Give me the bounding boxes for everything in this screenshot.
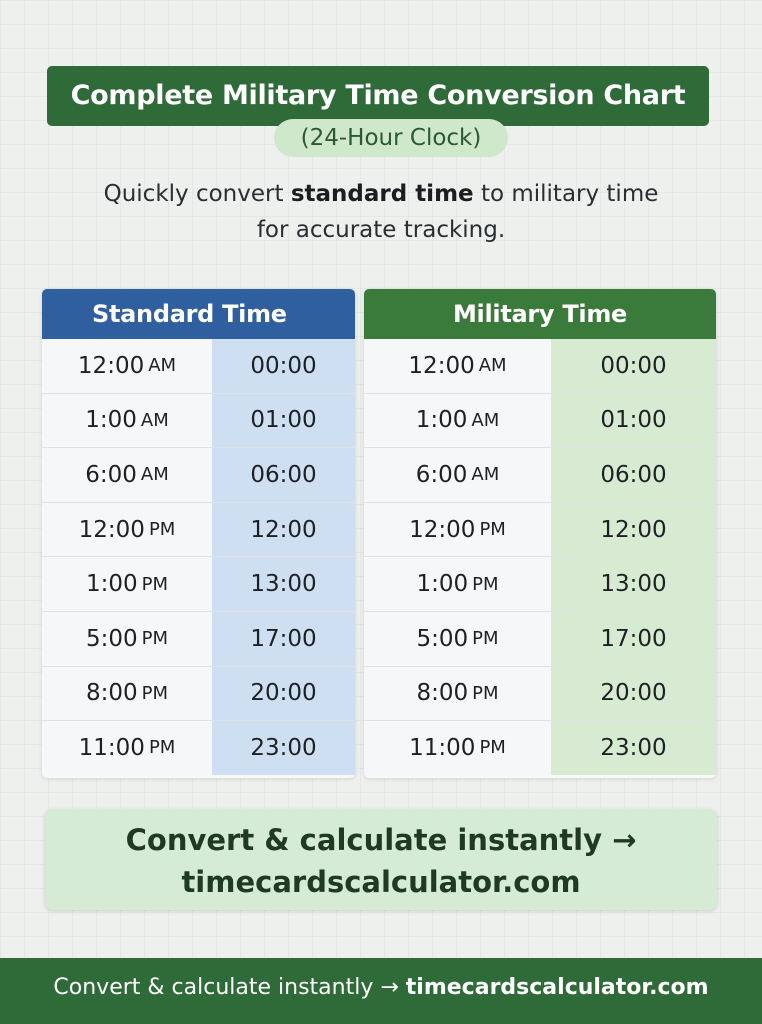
table-row [364,394,716,449]
page-title: Complete Military Time Conversion Chart [47,66,709,126]
subtitle-pill: (24-Hour Clock) [274,119,508,157]
time-value: 8:00 [416,680,469,707]
period-label: PM [141,682,169,704]
standard-time-cell [364,612,551,666]
standard-time-rows [42,339,355,775]
military-time-cell: 06:00 [212,448,355,502]
table-row [42,667,355,722]
time-value: 1:00 [415,407,468,434]
military-time-cell: 20:00 [212,667,355,721]
cta-card[interactable] [45,809,717,910]
military-time-cell: 13:00 [212,557,355,611]
intro-text [40,176,722,248]
period-label: PM [472,573,499,595]
intro-after: to military time [473,181,659,207]
time-value: 8:00 [85,680,138,707]
period-label: PM [141,573,169,595]
period-label: AM [140,464,169,486]
time-value: 11:00 [78,734,145,761]
period-label: AM [478,355,507,377]
time-value: 11:00 [409,734,476,761]
cta-line-1: Convert & calculate instantly → [125,823,637,857]
time-value: 1:00 [85,407,137,434]
table-row [42,394,355,449]
table-row [364,339,716,394]
table-row [42,721,355,775]
military-time-cell: 13:00 [551,557,716,611]
time-value: 5:00 [85,625,138,652]
table-row [364,448,716,503]
standard-time-cell [364,557,551,611]
standard-time-cell [42,557,212,611]
military-time-cell: 00:00 [212,339,355,393]
military-time-cell: 12:00 [212,503,355,557]
period-label: PM [472,628,499,650]
table-row [364,612,716,667]
intro-line-2: for accurate tracking. [256,217,506,243]
period-label: PM [148,737,176,759]
table-row [364,667,716,722]
standard-time-cell [364,503,551,557]
table-row [364,557,716,612]
standard-time-cell [42,394,212,448]
period-label: AM [471,409,500,431]
cta-link[interactable]: timecardscalculator.com [181,865,581,899]
standard-time-cell [42,448,212,502]
table-row [364,721,716,775]
time-value: 6:00 [85,461,137,488]
time-value: 1:00 [85,571,138,598]
intro-before: Quickly convert [103,181,291,207]
military-time-cell: 17:00 [212,612,355,666]
period-label: PM [479,519,506,541]
standard-time-heading: Standard Time [42,289,355,339]
military-time-cell: 06:00 [551,448,716,502]
military-time-cell: 20:00 [551,667,716,721]
time-value: 12:00 [77,352,145,379]
military-time-cell: 12:00 [551,503,716,557]
standard-time-cell [364,667,551,721]
standard-time-cell [42,339,212,393]
table-row [42,448,355,503]
standard-time-cell [42,503,212,557]
standard-time-cell [364,448,551,502]
military-time-cell: 23:00 [212,721,355,775]
period-label: PM [472,682,499,704]
standard-time-cell [42,612,212,666]
period-label: PM [148,519,176,541]
time-value: 12:00 [408,352,475,379]
military-time-rows [364,339,716,775]
standard-time-cell [42,667,212,721]
table-row [42,612,355,667]
military-time-cell: 23:00 [551,721,716,775]
time-value: 12:00 [78,516,145,543]
standard-time-table [42,289,355,778]
period-label: PM [141,628,169,650]
table-row [364,503,716,558]
footer-text: Convert & calculate instantly → [53,975,406,1000]
time-value: 1:00 [416,571,469,598]
footer-bar [0,958,762,1024]
military-time-cell: 17:00 [551,612,716,666]
time-value: 6:00 [415,461,468,488]
military-time-cell: 00:00 [551,339,716,393]
table-row [42,339,355,394]
period-label: AM [148,355,177,377]
standard-time-cell [364,394,551,448]
standard-time-cell [364,721,551,775]
military-time-cell: 01:00 [551,394,716,448]
military-time-cell: 01:00 [212,394,355,448]
footer-link[interactable]: timecardscalculator.com [405,975,709,1000]
period-label: PM [479,737,506,759]
standard-time-cell [364,339,551,393]
period-label: AM [140,409,169,431]
military-time-heading: Military Time [364,289,716,339]
time-value: 5:00 [416,625,469,652]
table-row [42,503,355,558]
intro-bold: standard time [290,181,474,207]
time-value: 12:00 [409,516,476,543]
period-label: AM [471,464,500,486]
table-row [42,557,355,612]
standard-time-cell [42,721,212,775]
military-time-table [364,289,716,778]
intro-line-1 [40,176,722,212]
